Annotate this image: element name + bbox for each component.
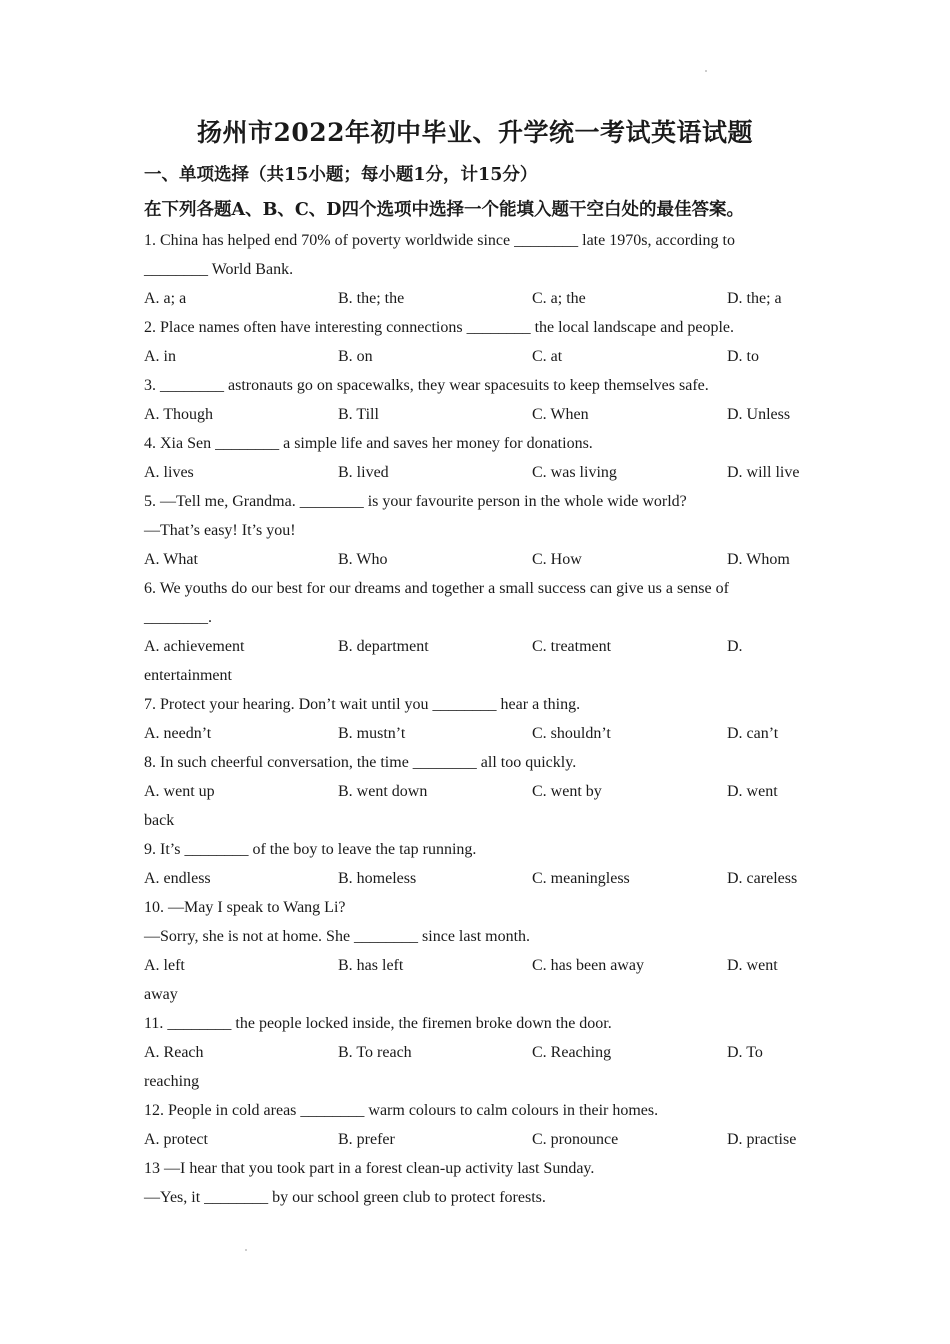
option-d-continued: back xyxy=(144,812,175,829)
option-b: B. Who xyxy=(338,551,388,568)
option-b: B. went down xyxy=(338,783,428,800)
option-b: B. homeless xyxy=(338,870,417,887)
question-stem: 1. China has helped end 70% of poverty worldwide since ________ late 1970s, according to xyxy=(144,232,735,249)
option-a: A. achievement xyxy=(144,638,245,655)
answer-options xyxy=(144,289,824,309)
option-b: B. on xyxy=(338,348,373,365)
section-instruction: 在下列各题A、B、C、D四个选项中选择一个能填入题干空白处的最佳答案。 xyxy=(144,200,744,220)
option-a: A. in xyxy=(144,348,176,365)
option-d-continued: entertainment xyxy=(144,667,232,684)
question-stem: 8. In such cheerful conversation, the time ________ all too quickly. xyxy=(144,754,577,771)
question-stem: 5. —Tell me, Grandma. ________ is your favourite person in the whole wide world? xyxy=(144,493,687,510)
option-a: A. went up xyxy=(144,783,215,800)
option-d-continued: away xyxy=(144,986,178,1003)
speck-mark xyxy=(705,70,707,72)
question-stem-continued: —Yes, it ________ by our school green club to protect forests. xyxy=(144,1189,546,1206)
answer-options xyxy=(144,550,824,570)
option-b: B. prefer xyxy=(338,1131,395,1148)
question-stem: 9. It’s ________ of the boy to leave the tap running. xyxy=(144,841,477,858)
exam-title: 扬州市2022年初中毕业、升学统一考试英语试题 xyxy=(196,118,754,147)
option-d: D. to xyxy=(727,348,759,365)
question-stem: 2. Place names often have interesting connections ________ the local landscape and people. xyxy=(144,319,735,336)
option-c: C. How xyxy=(532,551,582,568)
option-c: C. treatment xyxy=(532,638,612,655)
option-a: A. protect xyxy=(144,1131,208,1148)
option-c: C. meaningless xyxy=(532,870,630,887)
option-b: B. has left xyxy=(338,957,404,974)
option-a: A. Though xyxy=(144,406,214,423)
option-c: C. at xyxy=(532,348,563,365)
option-c: C. shouldn’t xyxy=(532,725,611,742)
question-stem: 4. Xia Sen ________ a simple life and saves her money for donations. xyxy=(144,435,593,452)
option-c: C. was living xyxy=(532,464,617,481)
option-d: D. careless xyxy=(727,870,798,887)
option-b: B. To reach xyxy=(338,1044,412,1061)
option-a: A. a; a xyxy=(144,290,187,307)
question-stem-continued: —That’s easy! It’s you! xyxy=(144,522,296,539)
answer-options xyxy=(144,956,824,976)
option-b: B. Till xyxy=(338,406,379,423)
question-stem-continued: —Sorry, she is not at home. She ________ since last month. xyxy=(144,928,531,945)
answer-options xyxy=(144,869,824,889)
answer-options xyxy=(144,405,824,425)
option-c: C. When xyxy=(532,406,589,423)
option-c: C. a; the xyxy=(532,290,586,307)
option-b: B. lived xyxy=(338,464,389,481)
option-d: D. xyxy=(727,638,743,655)
option-a: A. left xyxy=(144,957,185,974)
question-stem-continued: ________ World Bank. xyxy=(144,261,294,278)
option-b: B. the; the xyxy=(338,290,405,307)
option-d: D. To xyxy=(727,1044,763,1061)
question-stem: 10. —May I speak to Wang Li? xyxy=(144,899,346,916)
question-stem-continued: ________. xyxy=(144,609,212,626)
answer-options xyxy=(144,463,824,483)
option-d: D. Unless xyxy=(727,406,791,423)
option-d: D. went xyxy=(727,783,778,800)
option-a: A. endless xyxy=(144,870,211,887)
option-a: A. needn’t xyxy=(144,725,212,742)
option-d-continued: reaching xyxy=(144,1073,200,1090)
question-stem: 11. ________ the people locked inside, the firemen broke down the door. xyxy=(144,1015,612,1032)
option-c: C. has been away xyxy=(532,957,644,974)
answer-options xyxy=(144,637,824,657)
option-d: D. went xyxy=(727,957,778,974)
answer-options xyxy=(144,782,824,802)
option-c: C. Reaching xyxy=(532,1044,612,1061)
question-stem: 7. Protect your hearing. Don’t wait until you ________ hear a thing. xyxy=(144,696,581,713)
option-d: D. practise xyxy=(727,1131,797,1148)
answer-options xyxy=(144,1043,824,1063)
speck-mark xyxy=(245,1249,247,1251)
option-d: D. Whom xyxy=(727,551,790,568)
option-b: B. mustn’t xyxy=(338,725,406,742)
question-stem: 12. People in cold areas ________ warm colours to calm colours in their homes. xyxy=(144,1102,659,1119)
section-heading: 一、单项选择（共15小题；每小题1分，计15分） xyxy=(144,165,538,185)
option-d: D. the; a xyxy=(727,290,782,307)
option-a: A. lives xyxy=(144,464,194,481)
answer-options xyxy=(144,724,824,744)
answer-options xyxy=(144,1130,824,1150)
option-a: A. Reach xyxy=(144,1044,204,1061)
option-d: D. will live xyxy=(727,464,800,481)
question-stem: 6. We youths do our best for our dreams and together a small success can give us a sense of xyxy=(144,580,729,597)
question-stem: 13 —I hear that you took part in a forest clean-up activity last Sunday. xyxy=(144,1160,595,1177)
option-b: B. department xyxy=(338,638,429,655)
option-a: A. What xyxy=(144,551,198,568)
option-d: D. can’t xyxy=(727,725,779,742)
question-stem: 3. ________ astronauts go on spacewalks, they wear spacesuits to keep themselves safe. xyxy=(144,377,709,394)
option-c: C. went by xyxy=(532,783,602,800)
answer-options xyxy=(144,347,824,367)
option-c: C. pronounce xyxy=(532,1131,619,1148)
